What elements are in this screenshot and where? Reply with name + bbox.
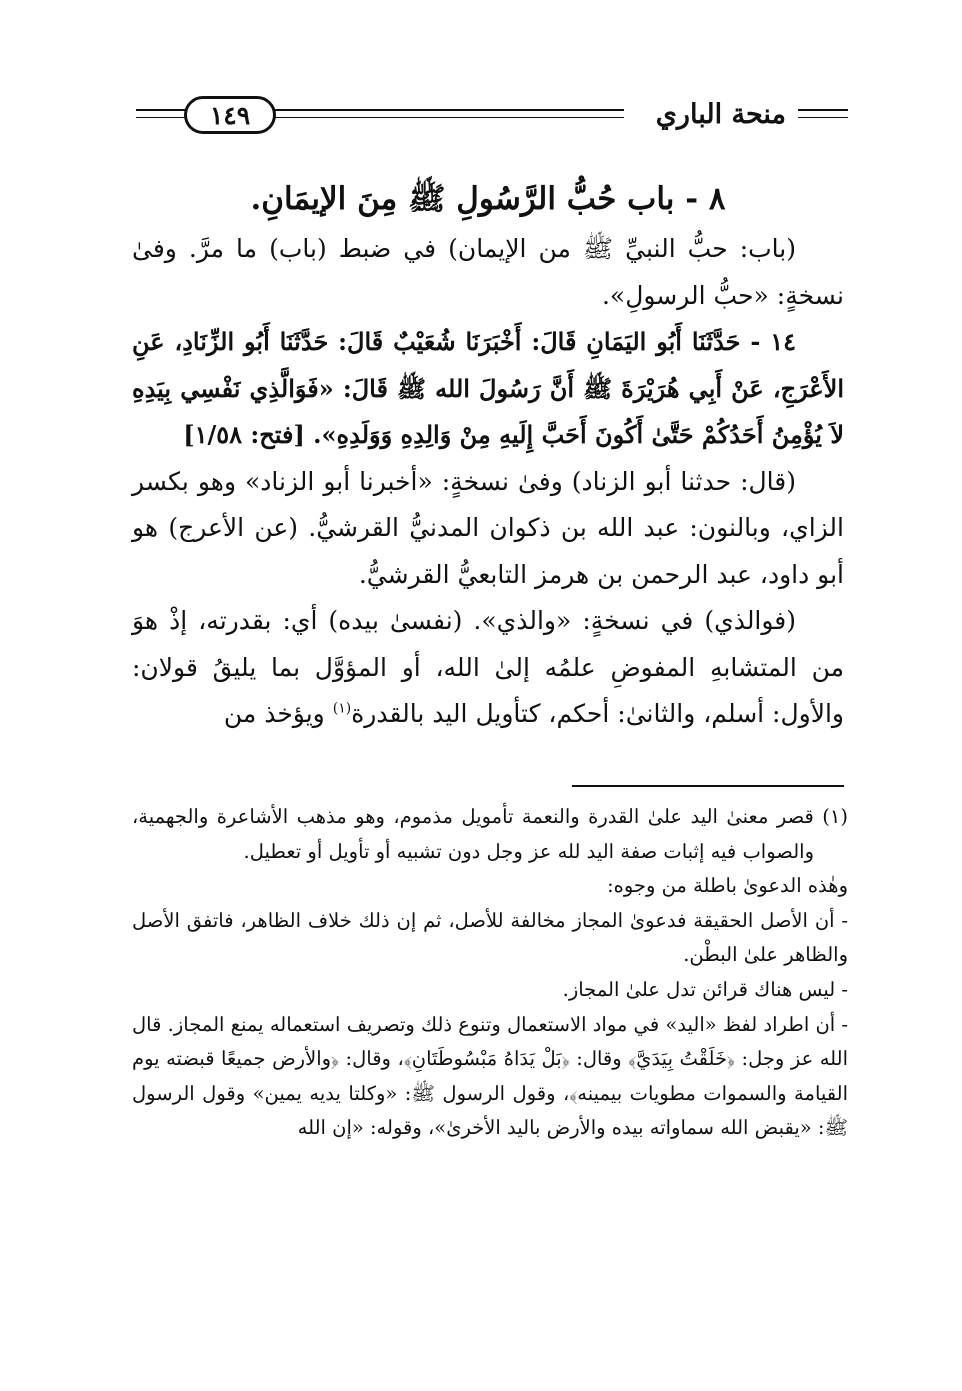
- footnote-reference[interactable]: (١): [332, 700, 352, 717]
- main-text: [132, 172, 844, 738]
- chapter-title: ٨ - باب حُبُّ الرَّسُولِ ﷺ مِنَ الإيمَانِ.: [250, 181, 726, 217]
- header-rule-right-top: [798, 109, 848, 111]
- footnote-separator: [572, 785, 844, 787]
- footnote-line-point-3: - أن اطراد لفظ «اليد» في مواد الاستعمال وتنوع ذلك وتصريف استعماله يمنع المجاز. قال الله عز وجل: ﴿خَلَقْتُ بِيَدَيَّ﴾ وقال: ﴿بَلْ يَدَاهُ مَبْسُوطَتَانِ﴾، وقال: ﴿والأرض جميعًا قبضته يوم القيامة والسموات مطويات بيمينه﴾، وقول الرسول ﷺ: «وكلتا يديه يمين» وقول الرسول ﷺ: «يقبض الله سماواته بيده والأرض باليد الأخرىٰ»، وقوله: «إن الله: [132, 1012, 848, 1140]
- header-rule-middle-bottom: [274, 117, 624, 118]
- header-rule-left-bottom: [136, 117, 186, 118]
- page-header: [136, 92, 848, 144]
- running-title: منحة الباري: [655, 99, 786, 130]
- commentary-meaning-text: (فوالذي) في نسخةٍ: «والذي». (نفسىٰ بيده) أي: بقدرته، إذْ هوَ من المتشابهِ المفوضِ علمُه إلىٰ الله، أو المؤوَّل بما يليقُ قولان: والأول: أسلم، والثانىٰ: أحكم، كتأويل اليد بالقدرة: [132, 606, 844, 728]
- paragraph-commentary-meaning: [132, 598, 844, 738]
- header-rule-left-top: [136, 109, 186, 111]
- footnote-line-claim: وهٰذه الدعوىٰ باطلة من وجوه:: [607, 874, 848, 898]
- footnotes: [132, 800, 848, 1146]
- header-rule-middle-top: [274, 109, 624, 111]
- footnote-line-point-1: - أن الأصل الحقيقة فدعوىٰ المجاز مخالفة للأصل، ثم إن ذلك خلاف الظاهر، فاتفق الأصل والظاهر علىٰ البطْن.: [132, 908, 848, 967]
- footnote-1: (١) قصر معنىٰ اليد علىٰ القدرة والنعمة تأمويل مذموم، وهو مذهب الأشاعرة والجهمية، والصواب فيه إثبات صفة اليد لله عز وجل دون تشبيه أو تأويل أو تعطيل.: [132, 805, 848, 863]
- commentary-meaning-tail: ويؤخذ من: [223, 699, 325, 728]
- paragraph-chapter-note: (باب: حبُّ النبيِّ ﷺ من الإيمان) في ضبط (باب) ما مرَّ. وفىٰ نسخةٍ: «حبُّ الرسولِ».: [132, 234, 844, 310]
- page-number: ١٤٩: [209, 100, 251, 130]
- page-number-badge: [184, 96, 276, 134]
- paragraph-commentary-narrators: (قال: حدثنا أبو الزناد) وفىٰ نسخةٍ: «أخبرنا أبو الزناد» وهو بكسر الزاي، وبالنون: عبد الله بن ذكوان المدنيُّ القرشيُّ. (عن الأعرج) هو أبو داود، عبد الرحمن بن هرمز التابعيُّ القرشيُّ.: [132, 466, 844, 589]
- header-rule-right-bottom: [798, 117, 848, 118]
- footnote-line-point-2: - ليس هناك قرائن تدل علىٰ المجاز.: [562, 977, 848, 1001]
- paragraph-hadith: ١٤ - حَدَّثَنَا أَبُو اليَمَانِ قَالَ: أَخْبَرَنَا شُعَيْبٌ قَالَ: حَدَّثَنَا أَبُو الزِّنَادِ، عَنِ الأَعْرَجِ، عَنْ أَبِي هُرَيْرَةَ ﷺ أَنَّ رَسُولَ الله ﷺ قَالَ: «فَوَالَّذِي نَفْسِي بِيَدِهِ لاَ يُؤْمِنُ أَحَدُكُمْ حَتَّىٰ أَكُونَ أَحَبَّ إِلَيهِ مِنْ وَالِدِهِ وَوَلَدِهِ». [فتح: ١/٥٨]: [132, 327, 844, 449]
